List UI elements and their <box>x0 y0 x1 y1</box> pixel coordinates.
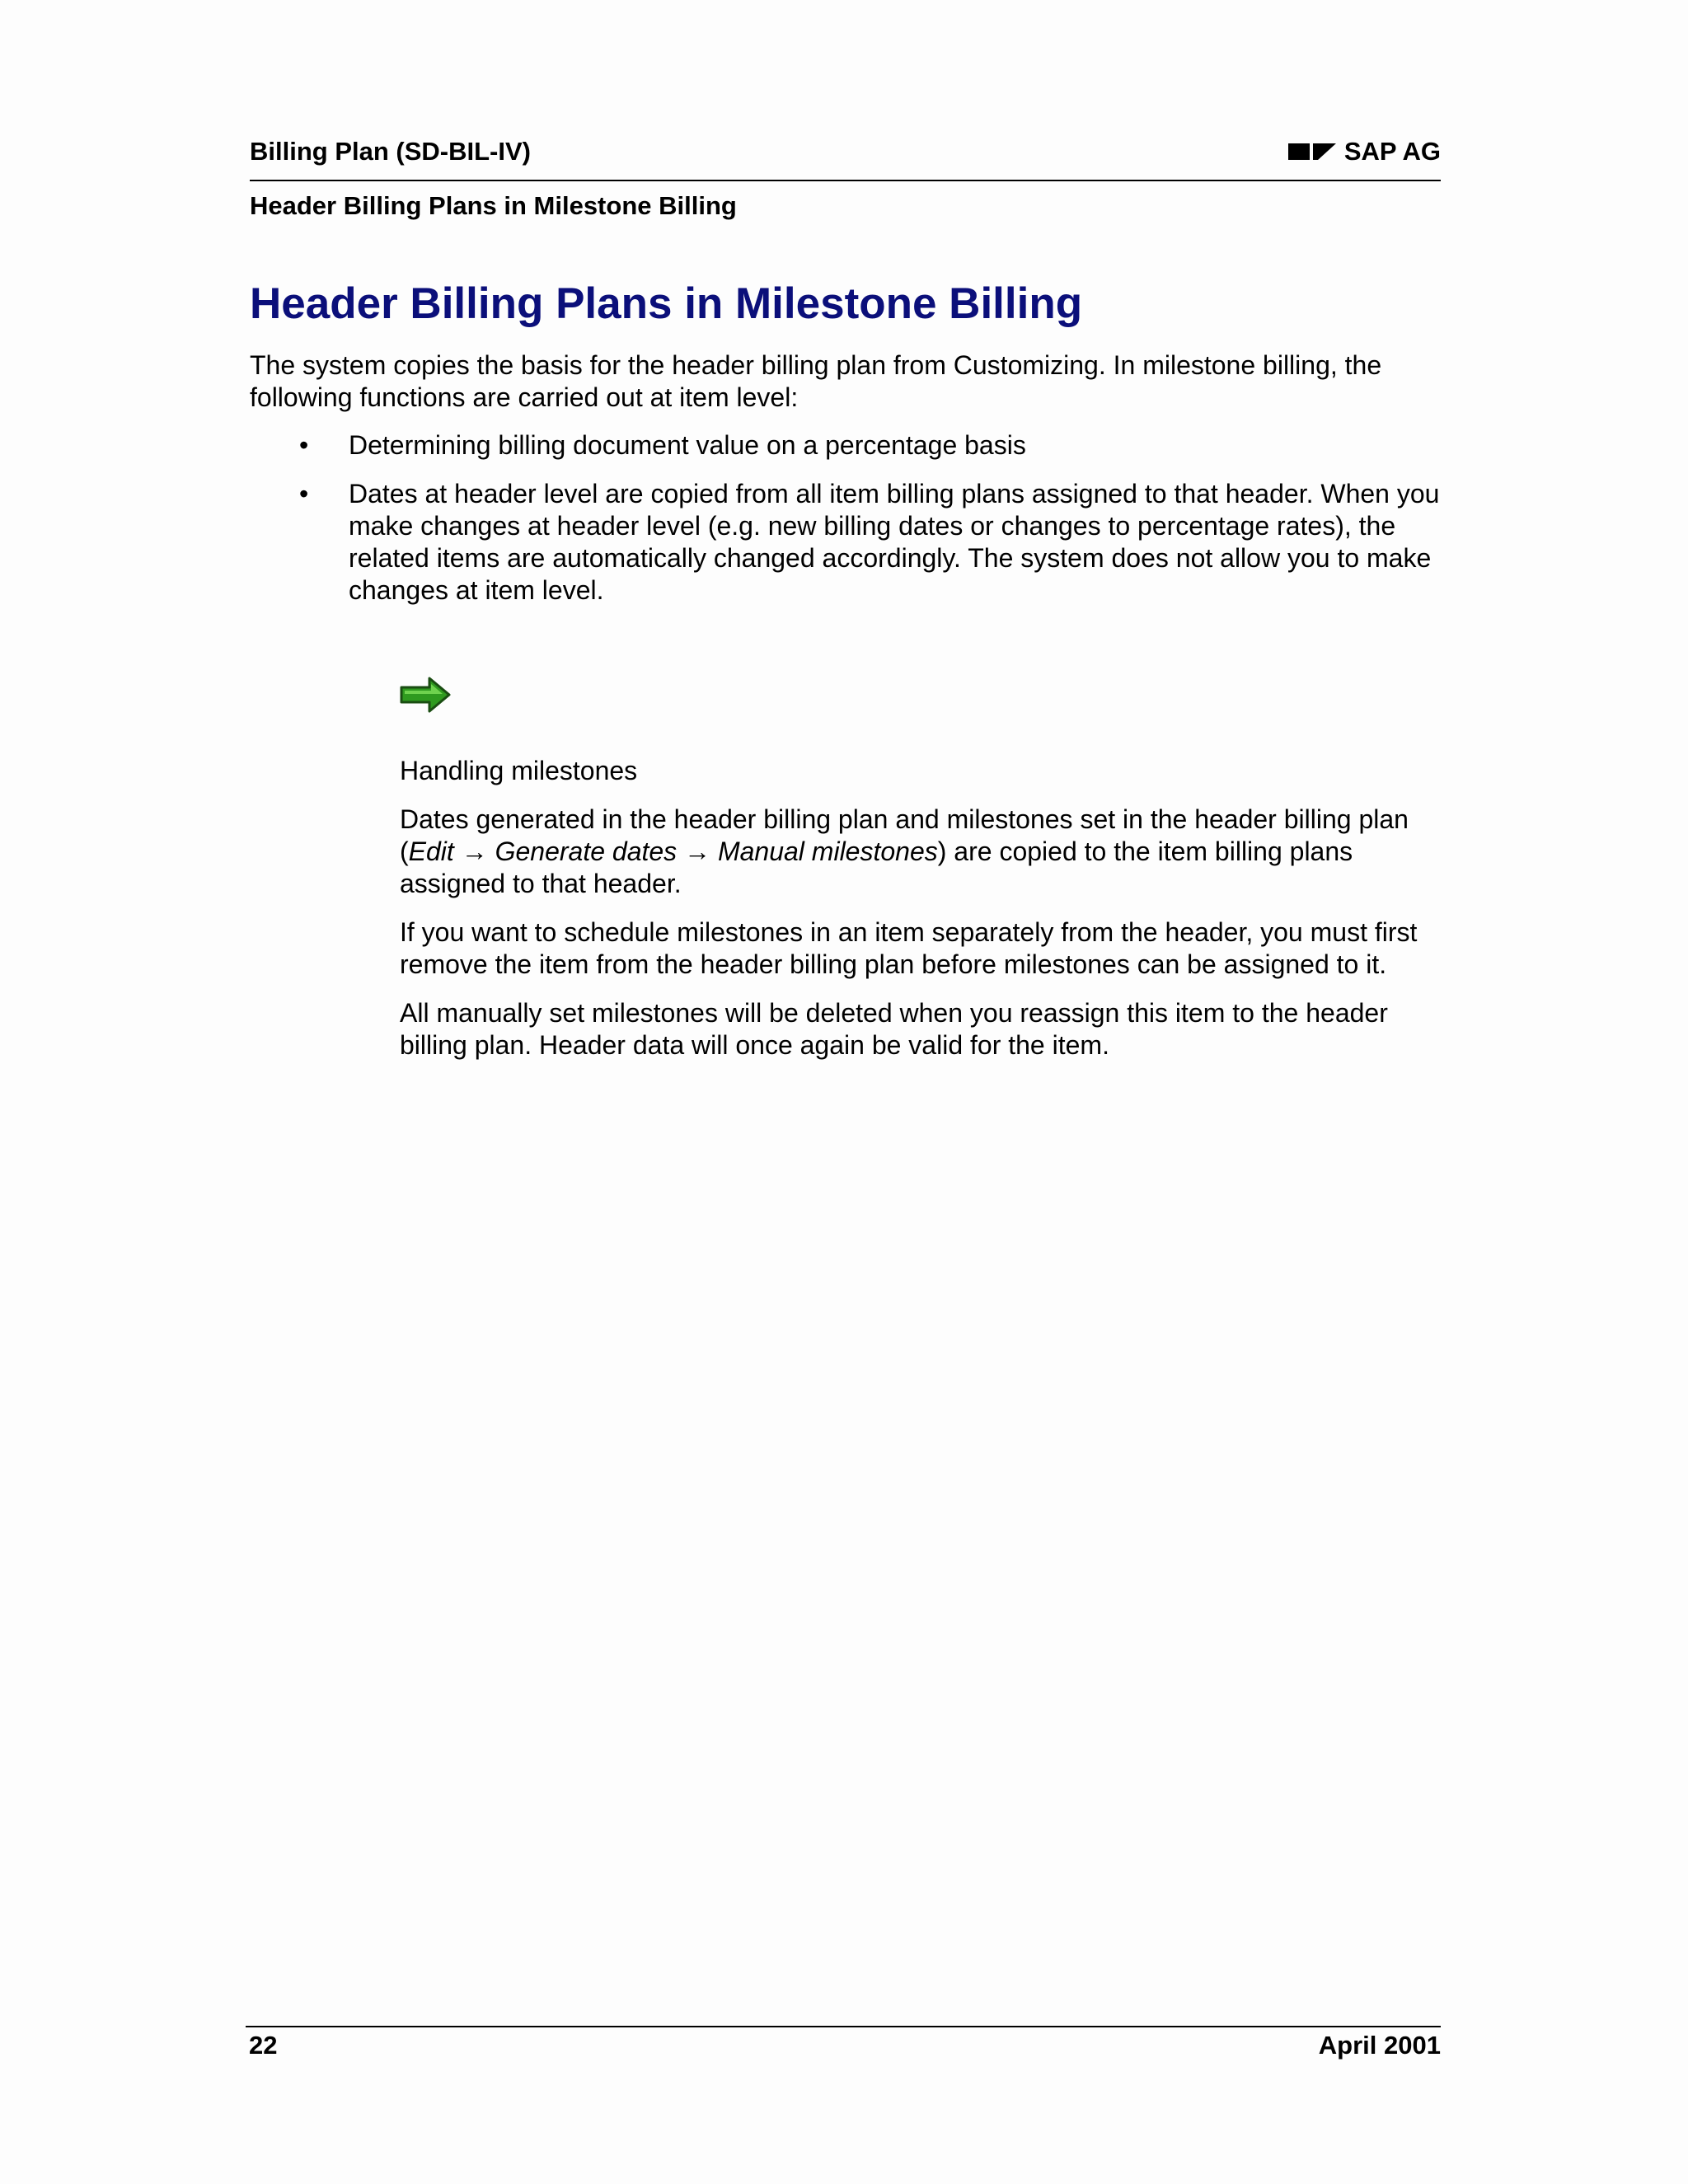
page-number: 22 <box>249 2031 278 2060</box>
note-block <box>400 676 1447 1062</box>
company-label <box>1288 137 1441 166</box>
bullet-list <box>250 429 1445 623</box>
note-paragraph: If you want to schedule milestones in an item separately from the header, you must first remove the item from the header billing plan before milestones can be assigned to it. <box>400 917 1418 979</box>
list-item-text: Determining billing document value on a percentage basis <box>349 430 1026 460</box>
note-paragraph <box>400 804 1447 900</box>
note-title: Handling milestones <box>400 756 638 785</box>
list-item-text: Dates at header level are copied from all item billing plans assigned to that header. When you make changes at header level (e.g. new billing dates or changes to percentage rates), the related items are automatically changed accordingly. The system does not allow you to make changes at item level. <box>349 479 1440 605</box>
green-arrow-icon <box>400 676 451 714</box>
sap-logo-icon <box>1288 142 1336 162</box>
page-header <box>250 134 1441 181</box>
page-footer <box>246 2026 1441 2060</box>
list-item <box>250 429 1445 462</box>
running-title: Header Billing Plans in Milestone Billing <box>250 191 737 220</box>
bullet-icon: • <box>299 479 309 509</box>
section-label: Billing Plan (SD-BIL-IV) <box>250 137 531 166</box>
page-title: Header Billing Plans in Milestone Billing <box>250 279 1083 328</box>
company-name: SAP AG <box>1343 137 1441 166</box>
publication-date: April 2001 <box>1318 2031 1441 2060</box>
menu-path: Edit → Generate dates → Manual milestones <box>408 837 938 866</box>
bullet-icon: • <box>299 430 309 460</box>
note-text: ) are copied to the item billing plans assigned to that header. <box>400 837 1353 898</box>
list-item <box>250 478 1445 607</box>
note-paragraph: All manually set milestones will be deleted when you reassign this item to the header billing plan. Header data will once again be valid for the item. <box>400 998 1388 1060</box>
intro-paragraph: The system copies the basis for the header billing plan from Customizing. In milestone billing, the following functions are carried out at item level: <box>250 350 1382 412</box>
note-text: Dates generated in the header billing plan and milestones set in the header billing plan ( <box>400 804 1409 866</box>
